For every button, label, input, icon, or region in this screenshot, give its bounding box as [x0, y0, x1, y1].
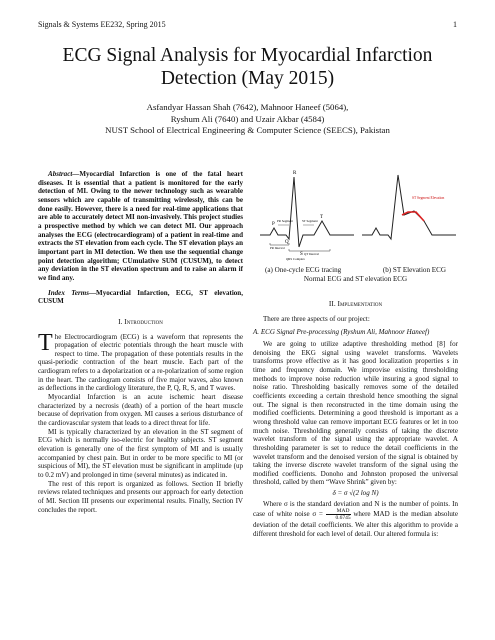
index-terms-label: Index Terms	[48, 288, 89, 297]
label-st-segment: ST Segment	[302, 219, 318, 223]
authors-line-1: Asfandyar Hassan Shah (7642), Mahnoor Haneef (5064),	[146, 102, 349, 112]
st-elevation-trace	[362, 175, 456, 239]
intro-paragraph-1: The Electrocardiogram (ECG) is a waveform that represents the propagation of electric potentials through the heart muscle with respect to time. The propagation of these potentials results in the quasi-periodic contraction of the heart muscle. Each part of the cardiogram refers to a depolarization or a re-polarization of some region in the heart. The cardiogram consists of five major waves, also known as deflections in the cardiology literature, the P, Q, R, S, and T waves.	[38, 329, 243, 393]
caption-text: Normal ECG and ST elevation ECG	[303, 275, 408, 283]
left-column	[38, 170, 243, 514]
intro-paragraph-2: Myocardial Infarction is an acute ischemic heart disease characterized by a necrosis (death) of a portion of the heart muscle because of deprivation from oxygen. MI causes a serious disturbance of the cardiovascular system that leads to a direct threat for life.	[38, 393, 243, 428]
abstract-text: —Myocardial Infarction is one of the fatal heart diseases. It is essential that a patient is monitored for the early detection of MI. Owing to the newer technology such as wearable sensors which are capable of transmitting wirelessly, this can be done easily. However, there is a need for real-time applications that are able to accurately detect MI non-invasively. This project studies a prospective method by which we can detect MI. Our approach analyses the ECG (electrocardiogram) of a patient in real-time and extracts the ST elevation from each cycle. The ST elevation plays an important part in MI detection. We then use the sequential change point detection algorithm; CUmulative SUM (CUSUM), to detect any deviation in the ST elevation spectrum and to raise an alarm if we find any.	[38, 170, 243, 282]
intro-paragraph-3: MI is typically characterized by an elevation in the ST segment of ECG which is normally iso-electric for healthy subjects. ST segment elevation is generally one of the first symptom of MI and is usually accompanied by chest pain. But in order to be more specific to MI (or suspicious of MI), the ST elevation must be significant in amplitude (up to 0.2 mV) and prolonged in time (several minutes) as indicated in.	[38, 427, 243, 479]
preprocessing-paragraph-1: We are going to utilize adaptive thresholding method [8] for denoising the EKG signal using wavelet transforms. Wavelets transforms prove effective as it has good localization properties s in time and frequency domain. We improvise existing thresholding methods to improve noise reduction while insuring a good signal to noise ratio. Thresholding basically removes some of the detailed coefficients exceeding a certain threshold hence smoothing the signal out. The signal is then reconstructed in the time domain using the modified coefficients. Determining a good threshold is important as a wrong threshold value can remove important ECG features or let in too much noise. Thresholding generally consists of taking the discrete wavelet transform of the signal using the appropriate wavelet. A thresholding parameter is set to reduce the detail coefficients in the wavelet transform and the denoised version of the signal is obtained by taking the inverse discrete wavelet transform of the signal using the modified coefficients. Donoho and Johnston proposed the universal threshold, called by them “Wave Shrink” given by:	[253, 339, 458, 487]
author-block	[30, 102, 465, 137]
label-qrs-complex: QRS Complex	[286, 257, 305, 261]
equation-wave-shrink: δ = σ √(2 log N)	[332, 489, 379, 498]
index-terms-text: —Myocardial Infarction, ECG, ST elevation, CUSUM	[38, 288, 243, 306]
st-elevation-panel	[362, 175, 456, 239]
authors-line-2: Ryshum Ali (7640) and Uzair Akbar (4584)	[170, 113, 325, 124]
label-r: R	[293, 171, 297, 176]
journal-info: Signals & Systems EE232, Spring 2015	[38, 20, 166, 29]
intro-paragraph-4: The rest of this report is organized as follows. Section II briefly reviews related techniques and presents our approach for early detection of MI. Section III presents our experimental results. Finally, Section IV concludes the report.	[38, 479, 243, 514]
abstract-label: Abstract	[48, 170, 73, 178]
label-st-elevation: ST Segment Elevation	[412, 196, 445, 200]
ecg-figure	[258, 165, 458, 265]
label-qt-interval: QT Interval	[304, 252, 319, 256]
label-pr-interval: PR Interval	[270, 246, 285, 250]
mad-fraction: $\frac{\text{MAD}}{0.6745}$	[326, 508, 351, 521]
subcaption-row	[253, 266, 458, 275]
figure-caption	[253, 266, 458, 284]
label-s: S	[300, 252, 303, 257]
affiliation: NUST School of Electrical Engineering & Computer Science (SEECS), Pakistan	[105, 125, 390, 135]
subcaption-b: (b) ST Elevation ECG	[382, 266, 446, 274]
section-heading-introduction: I. Introduction	[118, 316, 163, 326]
label-q: Q	[285, 240, 289, 245]
preprocessing-paragraph-2: Where σ is the standard deviation and N is the number of points. In case of white noise σ = $\frac{\text{MAD}}{0.6745}$ where MAD is the median absolute deviation of the detail coefficients. We alter this algorithm to provide a different threshold for each level of detail. Our altered formula is:	[253, 499, 459, 539]
running-header	[38, 20, 457, 29]
subcaption-a: (a) One-cycle ECG tracing	[265, 266, 342, 274]
section-heading-implementation: II. Implementation	[328, 299, 383, 308]
normal-ecg-trace	[260, 177, 354, 247]
drop-cap: T	[38, 329, 53, 356]
subsection-heading-a: A. ECG Signal Pre-processing (Ryshum Ali, Mahnoor Haneef)	[253, 328, 430, 337]
implementation-intro: There are three aspects of our project:	[263, 314, 370, 323]
abstract	[38, 170, 243, 283]
right-column	[253, 300, 458, 539]
normal-ecg-panel	[260, 171, 354, 261]
label-p: P	[272, 222, 275, 227]
label-t: T	[320, 215, 324, 220]
page-number: 1	[453, 20, 457, 29]
normal-qt-bracket	[289, 249, 330, 251]
index-terms	[38, 289, 243, 306]
st-elevation-highlight	[402, 212, 424, 221]
label-pr-segment: PR Segment	[277, 219, 293, 223]
paper-title: ECG Signal Analysis for Myocardial Infarction Detection (May 2015)	[62, 45, 433, 89]
